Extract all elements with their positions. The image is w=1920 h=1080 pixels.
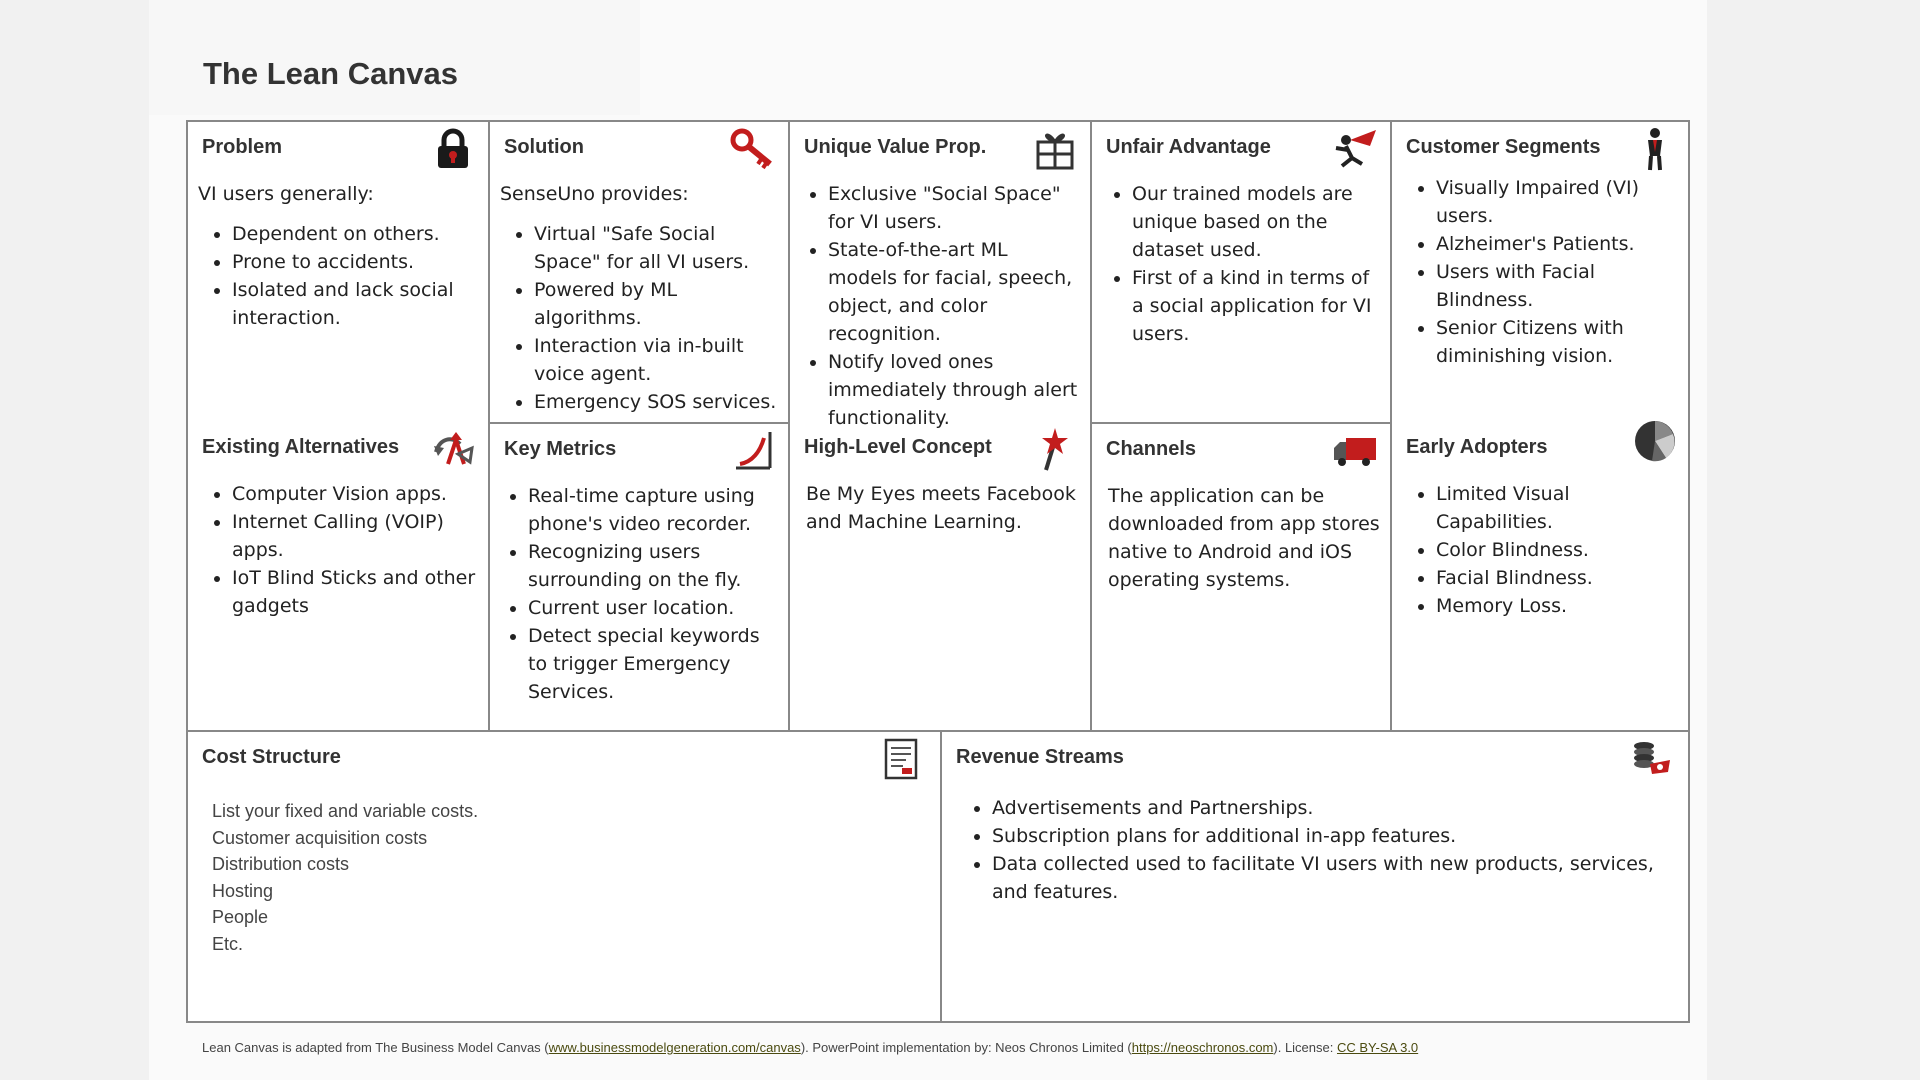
list-item: • Facial Blindness. xyxy=(1436,564,1682,592)
list-item: • Emergency SOS services. xyxy=(534,388,780,416)
uvp-heading: Unique Value Prop. xyxy=(804,136,987,158)
list-item: Hosting xyxy=(212,880,274,901)
list-item: • Interaction via in-built voice agent. xyxy=(534,332,780,388)
early-adopters-heading: Early Adopters xyxy=(1406,436,1548,458)
list-item: • Internet Calling (VOIP) apps. xyxy=(232,508,480,564)
revenue-streams-list xyxy=(958,794,1682,906)
solution-intro: SenseUno provides: xyxy=(500,183,689,205)
license-link[interactable]: CC BY-SA 3.0 xyxy=(1336,1040,1419,1055)
list-item: • Limited Visual Capabilities. xyxy=(1436,480,1682,536)
cost-structure-heading: Cost Structure xyxy=(202,746,341,768)
early-adopters-content xyxy=(1402,480,1682,620)
person-icon xyxy=(1632,126,1678,172)
slide xyxy=(149,0,1707,1080)
high-level-concept-content xyxy=(806,480,1082,548)
lean-canvas-grid xyxy=(186,120,1690,1023)
list-item: • Our trained models are unique based on the dataset used. xyxy=(1132,180,1382,264)
list-item: • Alzheimer's Patients. xyxy=(1436,230,1682,258)
list-item: • Prone to accidents. xyxy=(232,248,480,276)
high-level-concept-cell xyxy=(788,422,1090,730)
key-metrics-content xyxy=(494,482,780,706)
key-metrics-cell xyxy=(488,422,788,730)
superhero-icon xyxy=(1332,126,1378,172)
list-item: • Advertisements and Partnerships. xyxy=(992,794,1682,822)
problem-content xyxy=(198,180,480,332)
key-icon xyxy=(730,126,776,172)
problem-intro: VI users generally: xyxy=(198,183,374,205)
list-item: • Users with Facial Blindness. xyxy=(1436,258,1682,314)
footer-attribution xyxy=(202,1040,1418,1055)
list-item: Distribution costs xyxy=(212,854,350,874)
early-adopters-cell xyxy=(1390,422,1690,730)
channels-content xyxy=(1108,482,1382,606)
high-level-concept-text: Be My Eyes meets Facebook and Machine Learning. xyxy=(806,483,1076,533)
list-item: • Exclusive "Social Space" for VI users. xyxy=(828,180,1082,236)
early-adopters-list xyxy=(1402,480,1682,620)
key-metrics-heading: Key Metrics xyxy=(504,438,617,460)
revenue-streams-cell xyxy=(940,730,1690,1021)
revenue-streams-content xyxy=(958,794,1682,906)
list-item: • IoT Blind Sticks and other gadgets xyxy=(232,564,480,620)
neos-chronos-link[interactable]: https://neoschronos.com xyxy=(1131,1040,1274,1055)
truck-icon xyxy=(1332,428,1378,474)
revenue-streams-heading: Revenue Streams xyxy=(956,746,1124,768)
pie-chart-icon xyxy=(1632,418,1678,464)
list-item: • Dependent on others. xyxy=(232,220,480,248)
coins-icon xyxy=(1628,736,1674,782)
existing-alternatives-heading: Existing Alternatives xyxy=(202,436,400,458)
high-level-concept-heading: High-Level Concept xyxy=(804,436,992,458)
list-item: • Subscription plans for additional in-app features. xyxy=(992,822,1682,850)
solution-content xyxy=(500,180,780,416)
existing-alternatives-cell xyxy=(188,422,488,730)
customer-segments-heading: Customer Segments xyxy=(1406,136,1601,158)
list-item: • Current user location. xyxy=(528,594,780,622)
cost-structure-content xyxy=(212,798,932,957)
unfair-advantage-list xyxy=(1098,180,1382,348)
list-item: • Isolated and lack social interaction. xyxy=(232,276,480,332)
gift-icon xyxy=(1032,126,1078,172)
existing-alternatives-list xyxy=(198,480,480,620)
uvp-cell xyxy=(788,122,1090,429)
arrows-icon xyxy=(430,426,476,472)
footer-text-3: ). License: xyxy=(1273,1040,1337,1055)
uvp-list xyxy=(794,180,1082,432)
solution-cell xyxy=(488,122,788,422)
list-item: • Powered by ML algorithms. xyxy=(534,276,780,332)
list-item: People xyxy=(212,907,269,927)
list-item: • Recognizing users surrounding on the fly. xyxy=(528,538,780,594)
customer-segments-list xyxy=(1402,174,1682,370)
cost-structure-cell xyxy=(188,730,940,1021)
channels-heading: Channels xyxy=(1106,438,1197,460)
page-title: The Lean Canvas xyxy=(203,56,458,91)
list-item: Etc. xyxy=(212,933,244,954)
uvp-content xyxy=(794,180,1082,432)
magic-wand-icon xyxy=(1032,426,1078,472)
channels-text: The application can be downloaded from app stores native to Android and iOS operating systems. xyxy=(1108,485,1380,591)
solution-list xyxy=(500,220,780,416)
padlock-icon xyxy=(430,126,476,172)
problem-heading: Problem xyxy=(202,136,283,158)
list-item: • Detect special keywords to trigger Emergency Services. xyxy=(528,622,780,706)
list-item: • Computer Vision apps. xyxy=(232,480,480,508)
existing-alternatives-content xyxy=(198,480,480,620)
business-model-link[interactable]: www.businessmodelgeneration.com/canvas xyxy=(548,1040,801,1055)
unfair-advantage-cell xyxy=(1090,122,1390,422)
key-metrics-list xyxy=(494,482,780,706)
footer-text-2: ). PowerPoint implementation by: Neos Chronos Limited ( xyxy=(800,1040,1132,1055)
list-item: • Senior Citizens with diminishing vision. xyxy=(1436,314,1682,370)
problem-cell xyxy=(188,122,488,422)
customer-segments-cell xyxy=(1390,122,1690,422)
unfair-advantage-content xyxy=(1098,180,1382,348)
list-item: • First of a kind in terms of a social application for VI users. xyxy=(1132,264,1382,348)
footer-text-1: Lean Canvas is adapted from The Business Model Canvas ( xyxy=(202,1040,549,1055)
list-item: • Memory Loss. xyxy=(1436,592,1682,620)
list-item: • Virtual "Safe Social Space" for all VI users. xyxy=(534,220,780,276)
unfair-advantage-heading: Unfair Advantage xyxy=(1106,136,1271,158)
chart-icon xyxy=(730,428,776,474)
problem-list xyxy=(198,220,480,332)
receipt-icon xyxy=(878,736,924,782)
list-item: List your fixed and variable costs. xyxy=(212,801,479,821)
list-item: • Real-time capture using phone's video recorder. xyxy=(528,482,780,538)
list-item: • Notify loved ones immediately through alert functionality. xyxy=(828,348,1082,432)
solution-heading: Solution xyxy=(504,136,584,158)
customer-segments-content xyxy=(1402,174,1682,370)
list-item: • State-of-the-art ML models for facial, speech, object, and color recognition. xyxy=(828,236,1082,348)
list-item: • Data collected used to facilitate VI users with new products, services, and features. xyxy=(992,850,1682,906)
list-item: Customer acquisition costs xyxy=(212,827,428,848)
channels-cell xyxy=(1090,422,1390,730)
list-item: • Color Blindness. xyxy=(1436,536,1682,564)
list-item: • Visually Impaired (VI) users. xyxy=(1436,174,1682,230)
